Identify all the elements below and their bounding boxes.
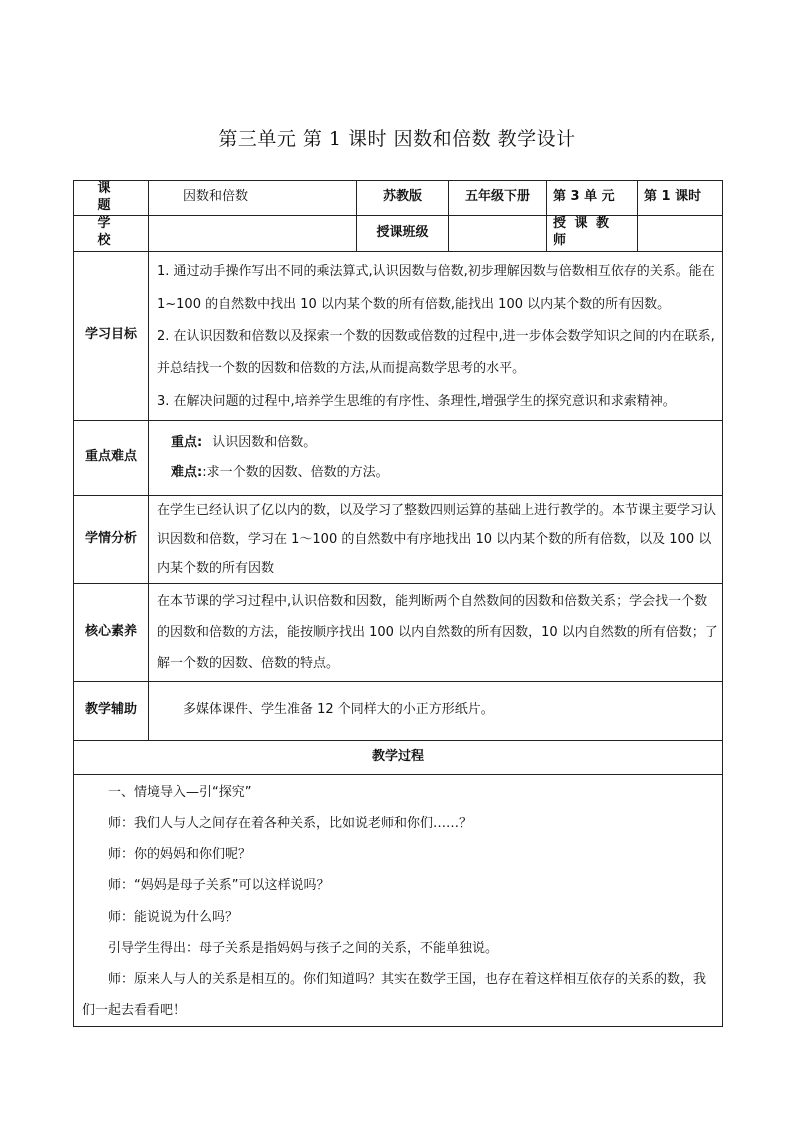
aids-text: 多媒体课件、学生准备 12 个同样大的小正方形纸片。 xyxy=(149,681,723,740)
row-school xyxy=(74,215,723,251)
process-line: 一、情境导入—引“探究” xyxy=(108,784,252,800)
analysis-content xyxy=(149,495,723,583)
difficult-point xyxy=(155,458,716,488)
aids-label: 教学辅助 xyxy=(74,681,149,740)
key-points-label: 重点难点 xyxy=(74,420,149,495)
process-line: 师：原来人与人的关系是相互的。你们知道吗？其实在数学王国，也存在着这样相互依存的关系的数，我们一起去看看吧！ xyxy=(82,972,707,1019)
row-literacy xyxy=(74,583,723,681)
school-value xyxy=(149,215,357,251)
class-label: 授课班级 xyxy=(357,215,449,251)
row-analysis xyxy=(74,495,723,583)
topic-label: 课 题 xyxy=(74,181,149,216)
analysis-label: 学情分析 xyxy=(74,495,149,583)
unit: 第 3 单 元 xyxy=(547,181,638,216)
process-line: 引导学生得出：母子关系是指妈妈与孩子之间的关系，不能单独说。 xyxy=(108,940,499,956)
teacher-label: 授 课 教 师 xyxy=(547,215,638,251)
lesson-number: 第 1 课时 xyxy=(638,181,723,216)
process-heading: 教学过程 xyxy=(74,740,723,774)
row-process xyxy=(74,774,723,1027)
objective-item: 3. 在解决问题的过程中,培养学生思维的有序性、条理性,增强学生的探究意识和求索精神。 xyxy=(157,393,676,409)
teacher-value xyxy=(638,215,723,251)
school-label: 学 校 xyxy=(74,215,149,251)
key-points-content xyxy=(149,420,723,495)
row-key-points xyxy=(74,420,723,495)
key-point-label: 重点: xyxy=(171,434,203,450)
grade: 五年级下册 xyxy=(449,181,547,216)
objectives-label: 学习目标 xyxy=(74,251,149,420)
process-content xyxy=(74,774,723,1027)
objective-item: 1. 通过动手操作写出不同的乘法算式,认识因数与倍数,初步理解因数与倍数相互依存的关系。能在 1~100 的自然数中找出 10 以内某个数的所有倍数,能找出 100 以内某个数的所有因数。 xyxy=(157,263,715,312)
literacy-label: 核心素养 xyxy=(74,583,149,681)
process-line: 师：你的妈妈和你们呢？ xyxy=(108,847,252,863)
process-line: 师：我们人与人之间存在着各种关系，比如说老师和你们……？ xyxy=(108,815,473,831)
literacy-content xyxy=(149,583,723,681)
process-line: 师：“妈妈是母子关系”可以这样说吗？ xyxy=(108,878,330,894)
literacy-text: 在本节课的学习过程中,认识倍数和因数，能判断两个自然数间的因数和倍数关系；学会找一个数的因数和倍数的方法，能按顺序找出 100 以内自然数的所有因数，10 以内自然数的所有倍数；了解一个数的因数、倍数的特点。 xyxy=(157,593,718,671)
row-topic xyxy=(74,181,723,216)
page-title: 第三单元 第 1 课时 因数和倍数 教学设计 xyxy=(218,128,576,150)
row-objectives xyxy=(74,251,723,420)
analysis-text: 在学生已经认识了亿以内的数，以及学习了整数四则运算的基础上进行教学的。本节课主要学习认识因数和倍数，学习在 1～100 的自然数中有序地找出 10 以内某个数的所有倍数，以及 100 以内某个数的所有因数 xyxy=(157,502,717,576)
difficult-point-text: :求一个数的因数、倍数的方法。 xyxy=(202,464,389,480)
lesson-plan-table xyxy=(73,180,723,1027)
row-process-heading xyxy=(74,740,723,774)
publisher: 苏教版 xyxy=(357,181,449,216)
class-value xyxy=(449,215,547,251)
row-aids xyxy=(74,681,723,740)
key-point-text: 认识因数和倍数。 xyxy=(212,434,317,450)
difficult-point-label: 难点: xyxy=(171,464,203,480)
objective-item: 2. 在认识因数和倍数以及探索一个数的因数或倍数的过程中,进一步体会数学知识之间的内在联系,并总结找一个数的因数和倍数的方法,从而提高数学思考的水平。 xyxy=(157,328,715,376)
process-line: 师：能说说为什么吗？ xyxy=(108,909,239,925)
topic-value: 因数和倍数 xyxy=(149,181,357,216)
key-point xyxy=(155,428,716,458)
objectives-content xyxy=(149,251,723,420)
